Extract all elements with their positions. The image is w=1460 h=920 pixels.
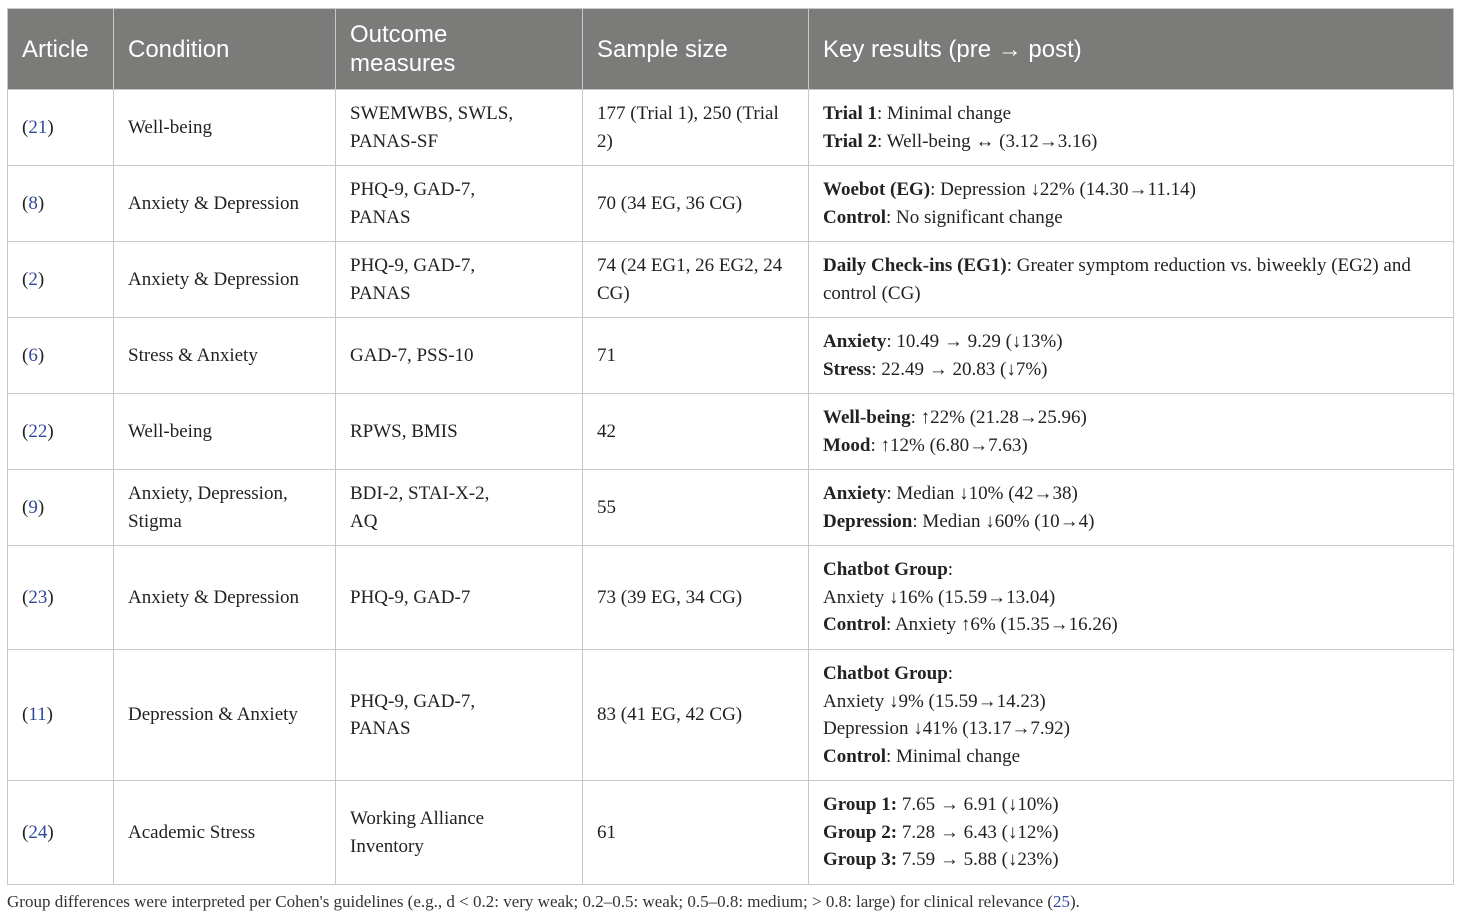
result-label: Mood [823, 434, 871, 456]
cell-outcome-measures-text: BDI-2, STAI-X-2, AQ [350, 483, 490, 532]
cell-condition [114, 90, 336, 166]
result-line [823, 819, 1439, 847]
cell-sample-size [583, 394, 809, 470]
result-text: 7.65 → 6.91 (↓10%) [897, 794, 1059, 816]
table-row [8, 166, 1454, 242]
result-line [823, 743, 1439, 771]
footnote-text: Group differences were interpreted per Cohen's guidelines (e.g., d < 0.2: very weak; 0.2–0.5: weak; 0.5–0.8: medium; > 0.8: large) for clinical relevance ( [7, 892, 1053, 911]
result-line [823, 328, 1439, 356]
footnote-reference-link[interactable]: 25 [1053, 892, 1070, 911]
result-line [823, 791, 1439, 819]
result-text: : [947, 663, 954, 684]
result-line [823, 846, 1439, 874]
result-text: : Minimal change [885, 745, 1021, 767]
header-article: Article [8, 9, 114, 90]
cell-sample-size [583, 242, 809, 318]
cell-article: (21) [8, 90, 114, 166]
result-text: : Minimal change [877, 103, 1012, 124]
cell-condition-text: Anxiety & Depression [128, 268, 299, 290]
result-label: Group 1: [823, 794, 898, 816]
result-line [823, 556, 1439, 584]
cell-condition [114, 546, 336, 650]
result-text: : ↑12% (6.80→7.63) [870, 434, 1028, 456]
cell-condition-text: Anxiety & Depression [128, 192, 299, 214]
article-reference-link[interactable]: 21 [28, 116, 48, 138]
cell-sample-size [583, 166, 809, 242]
result-line [823, 611, 1439, 639]
result-label: Chatbot Group [823, 559, 948, 581]
cell-outcome-measures-text: RPWS, BMIS [350, 420, 458, 442]
table-row [8, 781, 1454, 885]
result-line [823, 660, 1439, 688]
cell-sample-size-text: 42 [597, 420, 616, 442]
results-table [7, 8, 1454, 885]
table-row [8, 318, 1454, 394]
cell-condition [114, 318, 336, 394]
cell-outcome-measures-text: PHQ-9, GAD-7, PANAS [350, 690, 476, 739]
cell-outcome-measures [336, 470, 583, 546]
cell-condition [114, 470, 336, 546]
table-row [8, 90, 1454, 166]
result-text: : No significant change [885, 206, 1063, 228]
cell-sample-size-text: 71 [597, 344, 616, 366]
cell-outcome-measures [336, 781, 583, 885]
cell-sample-size [583, 318, 809, 394]
result-label: Control [823, 206, 886, 228]
result-text: : Median ↓60% (10→4) [912, 510, 1095, 532]
cell-key-results [809, 318, 1454, 394]
cell-outcome-measures-text: Working Alliance Inventory [350, 808, 485, 857]
cell-key-results [809, 781, 1454, 885]
cell-condition [114, 781, 336, 885]
cell-article: (11) [8, 650, 114, 781]
result-text: : 10.49 → 9.29 (↓13%) [886, 331, 1063, 352]
result-line [823, 176, 1439, 204]
cell-article: (24) [8, 781, 114, 885]
result-label: Anxiety [823, 331, 887, 352]
cell-outcome-measures [336, 166, 583, 242]
cell-sample-size-text: 55 [597, 496, 616, 518]
cell-key-results [809, 166, 1454, 242]
result-text: : Depression ↓22% (14.30→11.14) [930, 179, 1196, 200]
result-line [823, 204, 1439, 232]
result-label: Group 2: [823, 821, 898, 843]
cell-sample-size [583, 546, 809, 650]
result-text: : Median ↓10% (42→38) [886, 483, 1078, 504]
cell-outcome-measures-text: PHQ-9, GAD-7, PANAS [350, 179, 476, 228]
article-reference-link[interactable]: 11 [28, 704, 47, 726]
result-label: Woebot (EG) [823, 179, 931, 200]
header-key-results: Key results (pre → post) [809, 9, 1454, 90]
cell-condition-text: Depression & Anxiety [128, 704, 298, 726]
cell-condition-text: Academic Stress [128, 821, 256, 843]
cell-key-results [809, 242, 1454, 318]
cell-condition [114, 650, 336, 781]
result-label: Control [823, 745, 886, 767]
result-text: 7.28 → 6.43 (↓12%) [897, 821, 1059, 843]
cell-outcome-measures [336, 546, 583, 650]
result-line [823, 252, 1439, 307]
cell-outcome-measures [336, 650, 583, 781]
result-text: Anxiety ↓9% (15.59→14.23) [823, 690, 1046, 712]
cell-sample-size-text: 61 [597, 821, 616, 843]
cell-key-results [809, 546, 1454, 650]
header-condition: Condition [114, 9, 336, 90]
cell-condition [114, 166, 336, 242]
article-reference-link[interactable]: 24 [28, 821, 48, 843]
table-row [8, 242, 1454, 318]
cell-sample-size [583, 470, 809, 546]
result-label: Depression [823, 510, 913, 532]
cell-sample-size-text: 70 (34 EG, 36 CG) [597, 192, 743, 214]
cell-condition-text: Well-being [128, 116, 212, 138]
result-text: : 22.49 → 20.83 (↓7%) [871, 358, 1048, 380]
result-label: Control [823, 614, 886, 636]
header-outcome-measures: Outcome measures [336, 9, 583, 90]
cell-article: (2) [8, 242, 114, 318]
cell-article: (22) [8, 394, 114, 470]
result-line [823, 688, 1439, 716]
article-reference-link[interactable]: 9 [28, 496, 38, 518]
result-label: Daily Check-ins (EG1) [823, 255, 1007, 276]
cell-condition [114, 394, 336, 470]
table-row [8, 394, 1454, 470]
result-label: Group 3: [823, 849, 898, 871]
result-text: 7.59 → 5.88 (↓23%) [897, 849, 1059, 871]
result-line [823, 584, 1439, 612]
results-table-container [7, 8, 1453, 885]
table-row [8, 650, 1454, 781]
result-line [823, 508, 1439, 536]
article-reference-link[interactable]: 22 [28, 420, 48, 442]
cell-sample-size [583, 650, 809, 781]
cell-article: (8) [8, 166, 114, 242]
cell-sample-size [583, 781, 809, 885]
cell-outcome-measures-text: PHQ-9, GAD-7, PANAS [350, 255, 476, 304]
result-text: : Anxiety ↑6% (15.35→16.26) [885, 614, 1118, 636]
header-sample-size: Sample size [583, 9, 809, 90]
result-text: Depression ↓41% (13.17→7.92) [823, 718, 1070, 739]
result-text: : Well-being ↔ (3.12→3.16) [877, 130, 1098, 152]
cell-condition-text: Stress & Anxiety [128, 344, 258, 366]
result-label: Chatbot Group [823, 663, 948, 684]
result-label: Trial 1 [823, 103, 878, 124]
cell-article: (23) [8, 546, 114, 650]
cell-outcome-measures-text: SWEMWBS, SWLS, PANAS-SF [350, 103, 514, 152]
cell-condition-text: Anxiety, Depression, Stigma [128, 483, 288, 532]
result-label: Well-being [823, 407, 911, 428]
cell-sample-size [583, 90, 809, 166]
article-reference-link[interactable]: 6 [28, 344, 38, 366]
cell-outcome-measures [336, 318, 583, 394]
cell-outcome-measures-text: PHQ-9, GAD-7 [350, 586, 471, 608]
result-line [823, 100, 1439, 128]
cell-key-results [809, 650, 1454, 781]
cell-sample-size-text: 177 (Trial 1), 250 (Trial 2) [597, 103, 779, 152]
table-row [8, 546, 1454, 650]
cell-outcome-measures [336, 90, 583, 166]
cell-outcome-measures [336, 394, 583, 470]
cell-outcome-measures [336, 242, 583, 318]
cell-condition [114, 242, 336, 318]
article-reference-link[interactable]: 23 [28, 586, 48, 608]
cell-article: (9) [8, 470, 114, 546]
cell-condition-text: Anxiety & Depression [128, 586, 299, 608]
cell-key-results [809, 470, 1454, 546]
result-line [823, 715, 1439, 743]
result-text: Anxiety ↓16% (15.59→13.04) [823, 586, 1056, 608]
result-label: Anxiety [823, 483, 887, 504]
result-line [823, 128, 1439, 156]
result-label: Stress [823, 358, 872, 380]
result-line [823, 480, 1439, 508]
footnote-end: ). [1070, 892, 1080, 911]
result-line [823, 356, 1439, 384]
result-line [823, 432, 1439, 460]
result-text: : ↑22% (21.28→25.96) [910, 407, 1087, 428]
cell-key-results [809, 394, 1454, 470]
result-label: Trial 2 [823, 130, 878, 152]
cell-condition-text: Well-being [128, 420, 212, 442]
cell-sample-size-text: 83 (41 EG, 42 CG) [597, 704, 743, 726]
article-reference-link[interactable]: 2 [28, 268, 38, 290]
cell-sample-size-text: 74 (24 EG1, 26 EG2, 24 CG) [597, 255, 783, 304]
cell-key-results [809, 90, 1454, 166]
article-reference-link[interactable]: 8 [28, 192, 38, 214]
result-text: : [947, 559, 954, 581]
table-row [8, 470, 1454, 546]
table-footnote [7, 890, 1453, 914]
result-text: : Greater symptom reduction vs. biweekly (EG2) and control (CG) [823, 255, 1416, 304]
table-header-row [8, 9, 1454, 90]
cell-sample-size-text: 73 (39 EG, 34 CG) [597, 586, 743, 608]
result-line [823, 404, 1439, 432]
cell-outcome-measures-text: GAD-7, PSS-10 [350, 344, 474, 366]
cell-article: (6) [8, 318, 114, 394]
